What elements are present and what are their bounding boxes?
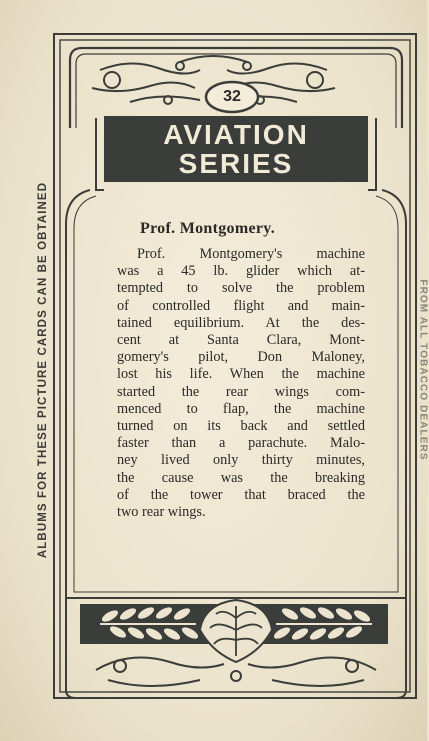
description-line: menced to flap, the machine (117, 400, 365, 417)
dealers-side-text: FROM ALL TOBACCO DEALERS (417, 279, 429, 461)
description-line: lost his life. When the machine (117, 366, 365, 383)
description-line: turned on its back and settled (117, 418, 365, 435)
description-line: was a 45 lb. glider which at- (117, 263, 365, 280)
description-line: tempted to solve the problem (117, 280, 365, 297)
description-line: ney lived only thirty minutes, (117, 452, 365, 469)
series-title-line-1: AVIATION (163, 119, 309, 150)
description-line: faster than a parachute. Malo- (117, 435, 365, 452)
card-title: Prof. Montgomery. (140, 220, 275, 237)
description-line: started the rear wings com- (117, 383, 365, 400)
description-line: of controlled flight and main- (117, 297, 365, 314)
description-line: Prof. Montgomery's machine (137, 246, 365, 262)
description-line: gomery's pilot, Don Maloney, (117, 349, 365, 366)
description-line: of the tower that braced the (117, 486, 365, 503)
albums-side-text: ALBUMS FOR THESE PICTURE CARDS CAN BE OBTAINED (37, 181, 49, 559)
card-description (117, 246, 365, 521)
card-number: 32 (223, 88, 241, 105)
description-line: the cause was the breaking (117, 469, 365, 486)
description-line: cent at Santa Clara, Mont- (117, 332, 365, 349)
description-line: two rear wings. (117, 504, 206, 521)
series-title-line-2: SERIES (178, 148, 294, 179)
series-banner (104, 116, 368, 182)
description-line: tained equilibrium. At the des- (117, 314, 365, 331)
